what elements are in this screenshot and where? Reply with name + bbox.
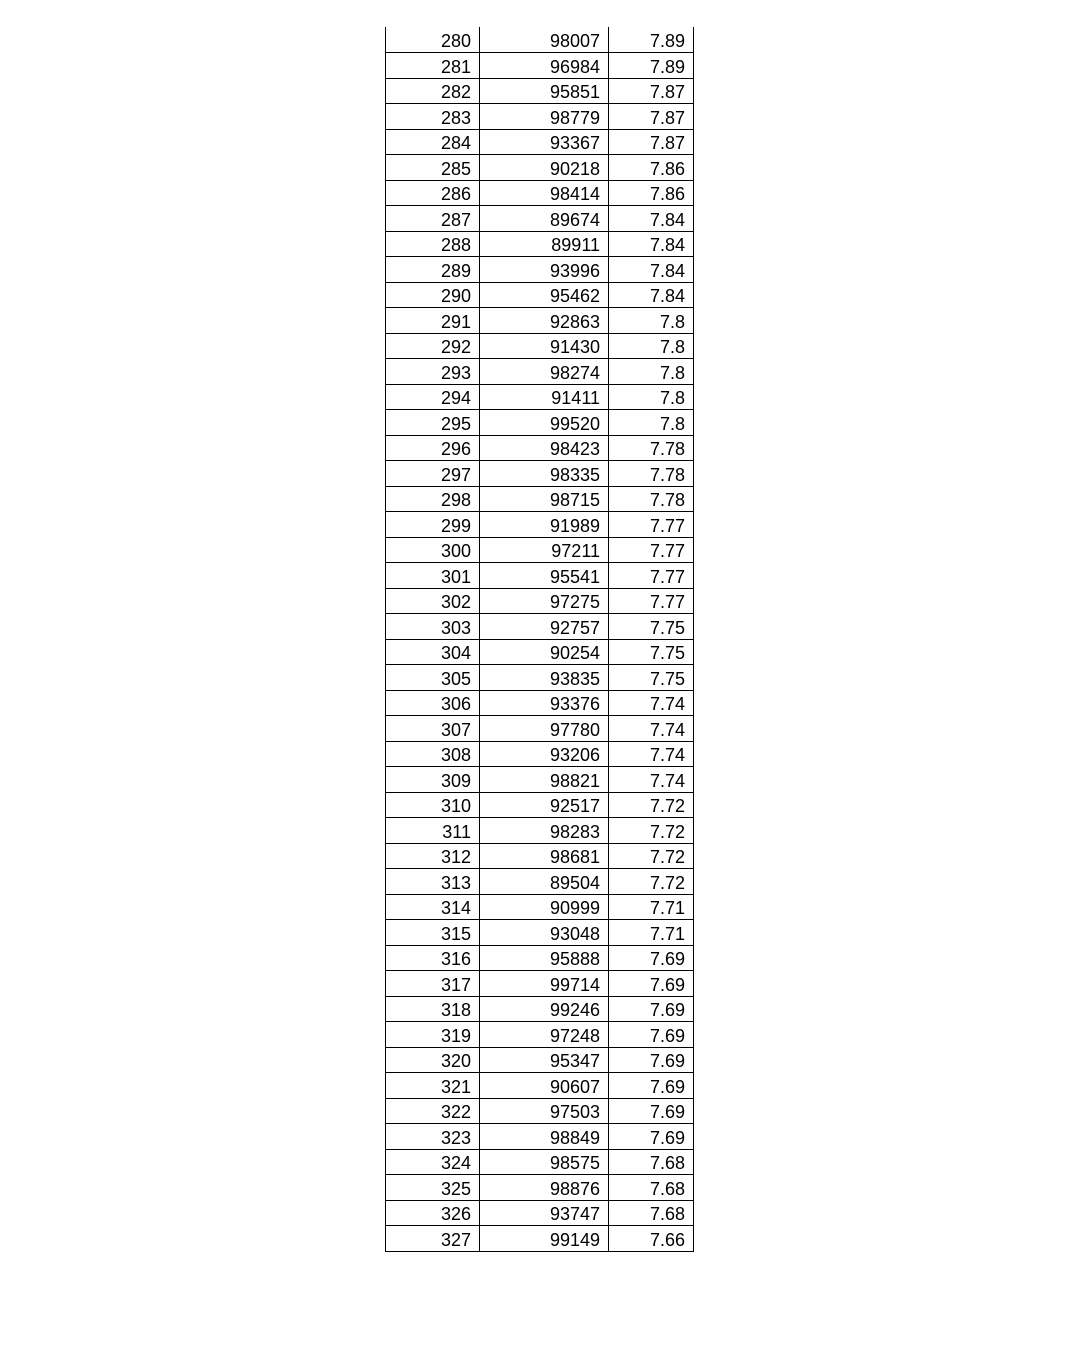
score-cell: 7.74 xyxy=(609,767,694,793)
table-row xyxy=(386,971,694,997)
table-row xyxy=(386,537,694,563)
row-number-cell: 299 xyxy=(386,512,480,538)
value-cell: 91430 xyxy=(480,333,609,359)
score-cell: 7.8 xyxy=(609,359,694,385)
score-cell: 7.77 xyxy=(609,563,694,589)
row-number-cell: 313 xyxy=(386,869,480,895)
row-number-cell: 303 xyxy=(386,614,480,640)
score-cell: 7.69 xyxy=(609,996,694,1022)
value-cell: 91989 xyxy=(480,512,609,538)
score-cell: 7.69 xyxy=(609,1047,694,1073)
row-number-cell: 300 xyxy=(386,537,480,563)
table-row xyxy=(386,741,694,767)
row-number-cell: 290 xyxy=(386,282,480,308)
value-cell: 93206 xyxy=(480,741,609,767)
value-cell: 98414 xyxy=(480,180,609,206)
value-cell: 92863 xyxy=(480,308,609,334)
table-row xyxy=(386,435,694,461)
row-number-cell: 321 xyxy=(386,1073,480,1099)
value-cell: 98715 xyxy=(480,486,609,512)
table-row xyxy=(386,155,694,181)
table-row xyxy=(386,27,694,53)
score-cell: 7.89 xyxy=(609,27,694,53)
table-row xyxy=(386,410,694,436)
score-cell: 7.69 xyxy=(609,1124,694,1150)
table-row xyxy=(386,53,694,79)
table-row xyxy=(386,104,694,130)
row-number-cell: 301 xyxy=(386,563,480,589)
score-cell: 7.77 xyxy=(609,537,694,563)
table-row xyxy=(386,639,694,665)
value-cell: 98779 xyxy=(480,104,609,130)
value-cell: 93376 xyxy=(480,690,609,716)
row-number-cell: 326 xyxy=(386,1200,480,1226)
score-cell: 7.74 xyxy=(609,716,694,742)
row-number-cell: 322 xyxy=(386,1098,480,1124)
value-cell: 98274 xyxy=(480,359,609,385)
value-cell: 90218 xyxy=(480,155,609,181)
score-cell: 7.84 xyxy=(609,282,694,308)
value-cell: 93996 xyxy=(480,257,609,283)
table-row xyxy=(386,512,694,538)
value-cell: 92757 xyxy=(480,614,609,640)
table-row xyxy=(386,792,694,818)
row-number-cell: 310 xyxy=(386,792,480,818)
value-cell: 97211 xyxy=(480,537,609,563)
value-cell: 99714 xyxy=(480,971,609,997)
value-cell: 90607 xyxy=(480,1073,609,1099)
value-cell: 99149 xyxy=(480,1226,609,1252)
score-cell: 7.78 xyxy=(609,435,694,461)
data-table xyxy=(385,27,694,1252)
score-cell: 7.78 xyxy=(609,486,694,512)
score-cell: 7.74 xyxy=(609,690,694,716)
value-cell: 92517 xyxy=(480,792,609,818)
value-cell: 95851 xyxy=(480,78,609,104)
score-cell: 7.75 xyxy=(609,665,694,691)
row-number-cell: 292 xyxy=(386,333,480,359)
table-row xyxy=(386,1175,694,1201)
value-cell: 96984 xyxy=(480,53,609,79)
row-number-cell: 308 xyxy=(386,741,480,767)
row-number-cell: 293 xyxy=(386,359,480,385)
row-number-cell: 295 xyxy=(386,410,480,436)
table-row xyxy=(386,206,694,232)
row-number-cell: 298 xyxy=(386,486,480,512)
table-row xyxy=(386,945,694,971)
score-cell: 7.8 xyxy=(609,410,694,436)
score-cell: 7.75 xyxy=(609,639,694,665)
row-number-cell: 286 xyxy=(386,180,480,206)
table-row xyxy=(386,614,694,640)
score-cell: 7.89 xyxy=(609,53,694,79)
value-cell: 89674 xyxy=(480,206,609,232)
row-number-cell: 307 xyxy=(386,716,480,742)
row-number-cell: 324 xyxy=(386,1149,480,1175)
row-number-cell: 282 xyxy=(386,78,480,104)
score-cell: 7.68 xyxy=(609,1149,694,1175)
table-row xyxy=(386,384,694,410)
row-number-cell: 316 xyxy=(386,945,480,971)
table-row xyxy=(386,359,694,385)
score-cell: 7.86 xyxy=(609,180,694,206)
score-cell: 7.69 xyxy=(609,1098,694,1124)
value-cell: 93367 xyxy=(480,129,609,155)
value-cell: 98681 xyxy=(480,843,609,869)
score-cell: 7.86 xyxy=(609,155,694,181)
value-cell: 89911 xyxy=(480,231,609,257)
table-row xyxy=(386,1073,694,1099)
table-row xyxy=(386,1124,694,1150)
score-cell: 7.87 xyxy=(609,104,694,130)
value-cell: 97780 xyxy=(480,716,609,742)
value-cell: 98423 xyxy=(480,435,609,461)
value-cell: 93835 xyxy=(480,665,609,691)
row-number-cell: 318 xyxy=(386,996,480,1022)
table-row xyxy=(386,1149,694,1175)
value-cell: 98876 xyxy=(480,1175,609,1201)
row-number-cell: 304 xyxy=(386,639,480,665)
score-cell: 7.69 xyxy=(609,1073,694,1099)
score-cell: 7.69 xyxy=(609,1022,694,1048)
row-number-cell: 284 xyxy=(386,129,480,155)
table-row xyxy=(386,461,694,487)
table-row xyxy=(386,563,694,589)
row-number-cell: 306 xyxy=(386,690,480,716)
value-cell: 95541 xyxy=(480,563,609,589)
table-row xyxy=(386,843,694,869)
value-cell: 91411 xyxy=(480,384,609,410)
score-cell: 7.8 xyxy=(609,333,694,359)
score-cell: 7.87 xyxy=(609,78,694,104)
value-cell: 97248 xyxy=(480,1022,609,1048)
score-cell: 7.74 xyxy=(609,741,694,767)
table-row xyxy=(386,78,694,104)
value-cell: 93048 xyxy=(480,920,609,946)
row-number-cell: 320 xyxy=(386,1047,480,1073)
score-cell: 7.69 xyxy=(609,971,694,997)
value-cell: 97275 xyxy=(480,588,609,614)
row-number-cell: 289 xyxy=(386,257,480,283)
score-cell: 7.84 xyxy=(609,206,694,232)
row-number-cell: 287 xyxy=(386,206,480,232)
value-cell: 95347 xyxy=(480,1047,609,1073)
score-cell: 7.77 xyxy=(609,512,694,538)
table-row xyxy=(386,767,694,793)
score-cell: 7.72 xyxy=(609,818,694,844)
value-cell: 98575 xyxy=(480,1149,609,1175)
value-cell: 99246 xyxy=(480,996,609,1022)
row-number-cell: 314 xyxy=(386,894,480,920)
table-row xyxy=(386,486,694,512)
score-cell: 7.69 xyxy=(609,945,694,971)
row-number-cell: 315 xyxy=(386,920,480,946)
value-cell: 90999 xyxy=(480,894,609,920)
table-row xyxy=(386,1022,694,1048)
table-row xyxy=(386,894,694,920)
row-number-cell: 312 xyxy=(386,843,480,869)
value-cell: 89504 xyxy=(480,869,609,895)
table-row xyxy=(386,333,694,359)
row-number-cell: 305 xyxy=(386,665,480,691)
score-cell: 7.71 xyxy=(609,894,694,920)
score-cell: 7.8 xyxy=(609,308,694,334)
score-cell: 7.8 xyxy=(609,384,694,410)
table-row xyxy=(386,257,694,283)
value-cell: 93747 xyxy=(480,1200,609,1226)
row-number-cell: 297 xyxy=(386,461,480,487)
table-body xyxy=(386,27,694,1251)
value-cell: 99520 xyxy=(480,410,609,436)
score-cell: 7.84 xyxy=(609,257,694,283)
score-cell: 7.72 xyxy=(609,869,694,895)
score-cell: 7.72 xyxy=(609,843,694,869)
row-number-cell: 327 xyxy=(386,1226,480,1252)
value-cell: 95462 xyxy=(480,282,609,308)
table-row xyxy=(386,1200,694,1226)
table-row xyxy=(386,690,694,716)
row-number-cell: 319 xyxy=(386,1022,480,1048)
row-number-cell: 283 xyxy=(386,104,480,130)
table-row xyxy=(386,129,694,155)
score-cell: 7.75 xyxy=(609,614,694,640)
value-cell: 98335 xyxy=(480,461,609,487)
score-cell: 7.72 xyxy=(609,792,694,818)
row-number-cell: 317 xyxy=(386,971,480,997)
table-row xyxy=(386,1098,694,1124)
score-cell: 7.77 xyxy=(609,588,694,614)
table-row xyxy=(386,1047,694,1073)
table-row xyxy=(386,180,694,206)
table-row xyxy=(386,231,694,257)
table-row xyxy=(386,282,694,308)
value-cell: 98821 xyxy=(480,767,609,793)
score-cell: 7.68 xyxy=(609,1200,694,1226)
row-number-cell: 285 xyxy=(386,155,480,181)
value-cell: 90254 xyxy=(480,639,609,665)
row-number-cell: 294 xyxy=(386,384,480,410)
row-number-cell: 325 xyxy=(386,1175,480,1201)
score-cell: 7.78 xyxy=(609,461,694,487)
table-row xyxy=(386,716,694,742)
value-cell: 98283 xyxy=(480,818,609,844)
table-row xyxy=(386,869,694,895)
row-number-cell: 302 xyxy=(386,588,480,614)
table-row xyxy=(386,920,694,946)
row-number-cell: 291 xyxy=(386,308,480,334)
row-number-cell: 309 xyxy=(386,767,480,793)
row-number-cell: 323 xyxy=(386,1124,480,1150)
table-row xyxy=(386,308,694,334)
value-cell: 98007 xyxy=(480,27,609,53)
row-number-cell: 288 xyxy=(386,231,480,257)
score-cell: 7.84 xyxy=(609,231,694,257)
row-number-cell: 296 xyxy=(386,435,480,461)
row-number-cell: 311 xyxy=(386,818,480,844)
value-cell: 97503 xyxy=(480,1098,609,1124)
table-row xyxy=(386,665,694,691)
table-row xyxy=(386,818,694,844)
row-number-cell: 281 xyxy=(386,53,480,79)
score-cell: 7.71 xyxy=(609,920,694,946)
table-row xyxy=(386,588,694,614)
row-number-cell: 280 xyxy=(386,27,480,53)
score-cell: 7.87 xyxy=(609,129,694,155)
value-cell: 95888 xyxy=(480,945,609,971)
score-cell: 7.68 xyxy=(609,1175,694,1201)
value-cell: 98849 xyxy=(480,1124,609,1150)
score-cell: 7.66 xyxy=(609,1226,694,1252)
table-row xyxy=(386,1226,694,1252)
table-row xyxy=(386,996,694,1022)
